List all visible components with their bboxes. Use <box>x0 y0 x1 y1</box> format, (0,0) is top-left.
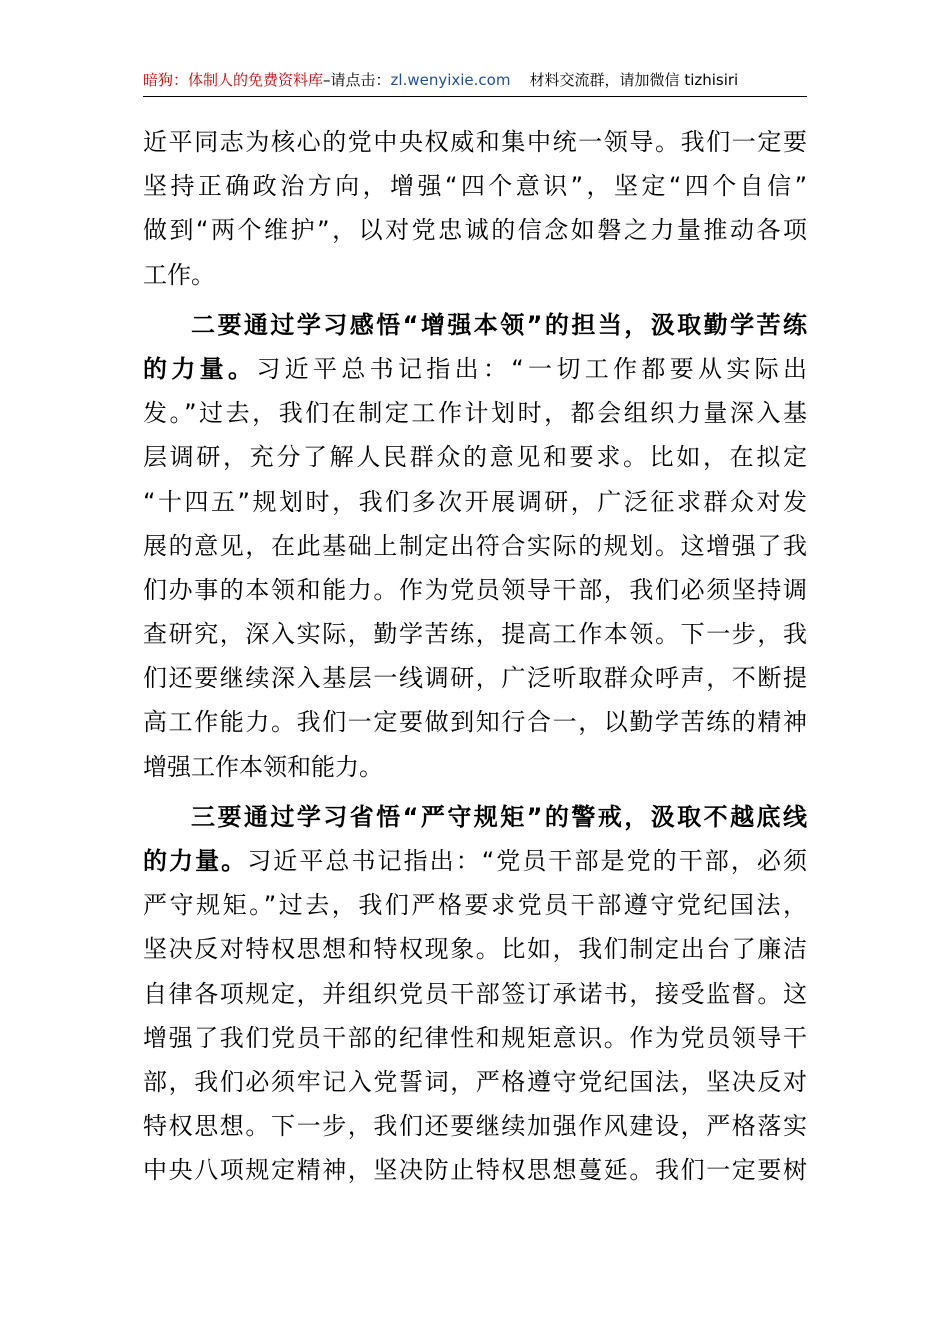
text-line: 做到“两个维护”，以对党忠诚的信念如磐之力量推动各项 <box>143 216 807 245</box>
text-line: 们还要继续深入基层一线调研，广泛听取群众呼声，不断提 <box>143 664 807 693</box>
text-line: 发。”过去，我们在制定工作计划时，都会组织力量深入基 <box>143 399 807 428</box>
paragraph-heading-line: 三要通过学习省悟“严守规矩”的警戒，汲取不越底线 <box>191 802 807 831</box>
paragraph-1 <box>143 120 807 297</box>
text-line: 特权思想。下一步，我们还要继续加强作风建设，严格落实 <box>143 1112 807 1141</box>
paragraph-heading-end: 的力量。 <box>143 847 248 875</box>
text-line: 增强工作本领和能力。 <box>143 752 383 781</box>
page-header <box>143 68 807 97</box>
header-site-name: 暗狗：体制人的免费资料库 <box>143 71 324 89</box>
document-body <box>143 120 807 1237</box>
text-line: 中央八项规定精神，坚决防止特权思想蔓延。我们一定要树 <box>143 1156 807 1185</box>
text-line: 工作。 <box>143 260 215 289</box>
text-line: 展的意见，在此基础上制定出符合实际的规划。这增强了我 <box>143 531 807 560</box>
text-line: 坚持正确政治方向，增强“四个意识”，坚定“四个自信” <box>143 172 807 201</box>
header-url-link[interactable]: zl.wenyixie.com <box>390 71 511 89</box>
text-line: 部，我们必须牢记入党誓词，严格遵守党纪国法，坚决反对 <box>143 1067 807 1096</box>
text-line: 查研究，深入实际，勤学苦练，提高工作本领。下一步，我 <box>143 620 807 649</box>
text-line: 坚决反对特权思想和特权现象。比如，我们制定出台了廉洁 <box>143 935 807 964</box>
text-line: “十四五”规划时，我们多次开展调研，广泛征求群众对发 <box>143 487 807 516</box>
text-line: 层调研，充分了解人民群众的意见和要求。比如，在拟定 <box>143 443 807 472</box>
text-line <box>143 839 807 883</box>
text-line: 们办事的本领和能力。作为党员领导干部，我们必须坚持调 <box>143 575 807 604</box>
paragraph-2 <box>143 303 807 789</box>
paragraph-heading-line: 二要通过学习感悟“增强本领”的担当，汲取勤学苦练 <box>191 310 807 339</box>
header-group-note: 材料交流群，请加微信 tizhisiri <box>529 71 739 89</box>
text-line <box>143 347 807 391</box>
text-span: 习近平总书记指出：“一切工作都要从实际出 <box>256 354 807 383</box>
text-line: 近平同志为核心的党中央权威和集中统一领导。我们一定要 <box>143 128 807 156</box>
paragraph-heading-end: 的力量。 <box>143 354 257 383</box>
text-line: 高工作能力。我们一定要做到知行合一，以勤学苦练的精神 <box>143 708 807 737</box>
text-line: 严守规矩。”过去，我们严格要求党员干部遵守党纪国法， <box>143 891 807 920</box>
text-span: 习近平总书记指出：“党员干部是党的干部，必须 <box>247 847 807 875</box>
text-line: 自律各项规定，并组织党员干部签订承诺书，接受监督。这 <box>143 979 807 1008</box>
text-line: 增强了我们党员干部的纪律性和规矩意识。作为党员领导干 <box>143 1023 807 1052</box>
text-line <box>143 1193 807 1237</box>
header-click-prompt: –请点击： <box>323 71 391 89</box>
paragraph-3 <box>143 795 807 1237</box>
